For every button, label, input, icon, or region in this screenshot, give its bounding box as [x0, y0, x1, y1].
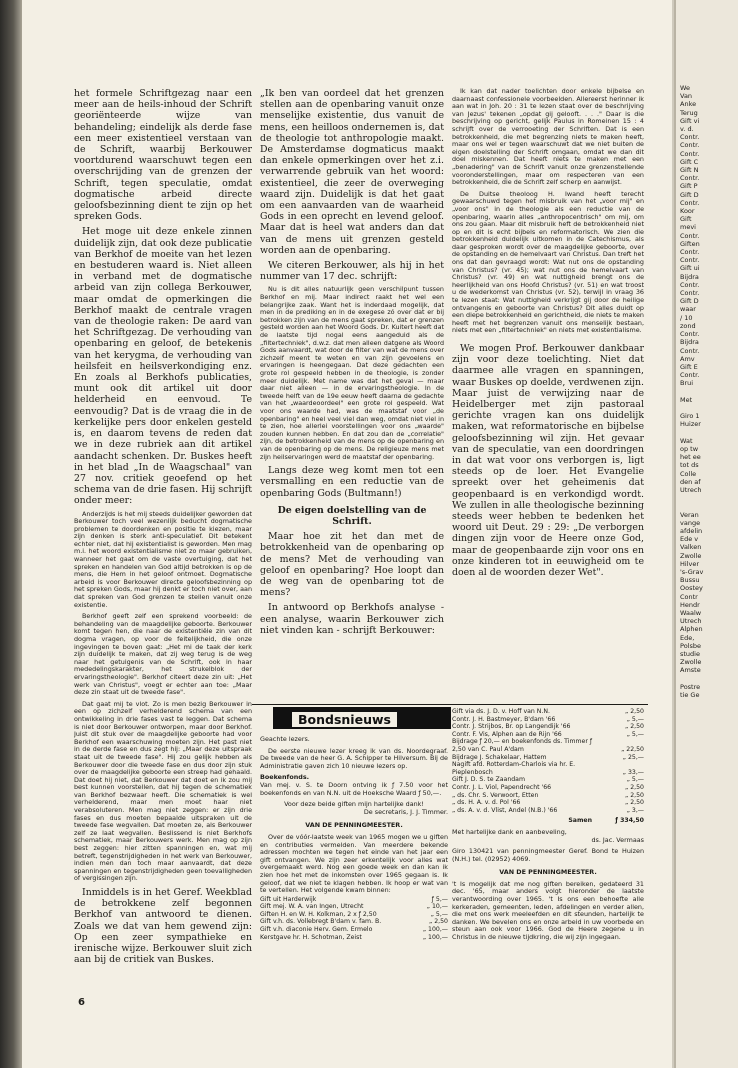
gift-name: Contr. J. Strijbos, Br. op Langendijk '66: [452, 723, 571, 731]
col2-after: [260, 465, 444, 636]
paragraph: Inmiddels is in het Geref. Weekblad de betrokkene zelf begonnen Berkhof van antwoord te dienen. Zoals we dat van hem gewend zijn: Op een zeer sympathieke en irenische wijze. Berkouwer sluit zich aan bij de critiek van Buskes.: [74, 887, 252, 966]
gift-name: Contr. F. Vis, Alphen aan de Rijn '66: [452, 730, 562, 738]
adjacent-line: Colle: [680, 469, 697, 478]
adjacent-line: [680, 429, 738, 437]
adjacent-line: 's-Grav: [680, 567, 704, 576]
adjacent-line: Contr.: [680, 174, 700, 183]
adjacent-line: waar: [680, 305, 696, 314]
gift-amount: „ 100,—: [422, 926, 448, 934]
adjacent-line: [680, 675, 738, 683]
adjacent-line: Oostey: [680, 584, 703, 593]
bondsnieuws-column: [260, 736, 448, 998]
adjacent-line: Bijdra: [680, 272, 699, 281]
penning-heading: VAN DE PENNINGMEESTER.: [499, 868, 597, 877]
gift-amount: „ 5,—: [626, 715, 644, 723]
gift-amount: „ 5,—: [626, 776, 644, 784]
gift-name: Contr. J. H. Bastmeyer, B'dam '66: [452, 715, 556, 723]
gift-row: [260, 911, 448, 919]
adjacent-line: Huizer: [680, 420, 701, 429]
adjacent-line: We: [680, 84, 691, 92]
gift-name: Contr. J. L. Viol, Papendrecht '66: [452, 783, 552, 791]
bondsnieuws-text: [260, 736, 448, 895]
paragraph: „Ik ben van oordeel dat het grenzen stellen aan de openbaring vanuit onze menselijke existentie, dus vanuit de mens, een heilloos ondernemen is, dat de theologie tot anthropologie maakt. De Amsterdamse dogmaticus maakt dan enkele opmerkingen over het z.i. verwarrende gebruik van het woord: existentieel, die zeer de overweging waard zijn. Duidelijk is dat het gaat om een aanvaarden van de waarheid Gods in een oprecht en levend geloof. Maar dat is heel wat anders dan dat van de mens uit grenzen gesteld worden aan de openbaring.: [260, 88, 444, 256]
gift-list: [260, 896, 448, 942]
paragraph: Langs deze weg komt men tot een versmalling en een reductie van de openbaring Gods (Bultmann!): [260, 465, 444, 499]
gift-row: [452, 761, 644, 776]
gift-row: [260, 903, 448, 911]
adjacent-line: Giro 1: [680, 412, 700, 421]
adjacent-line: Contr.: [680, 256, 700, 265]
adjacent-line: Hilver: [680, 559, 700, 568]
col1-quote: [74, 511, 252, 884]
gift-amount: „ 2,50: [625, 723, 644, 731]
gift-name: Nagift afd. Rotterdam-Charlois via hr. E. Pieplenbosch: [452, 761, 576, 776]
adjacent-line: Gift P: [680, 182, 698, 191]
adjacent-line: mevi: [680, 223, 696, 232]
adjacent-line: Gift E: [680, 362, 698, 371]
adjacent-line: Koor: [680, 207, 695, 216]
adjacent-line: Gift D: [680, 297, 699, 306]
gift-row: [452, 723, 644, 731]
giro-info: Giro 130421 van penningmeester Geref. Bond te Huizen (N.H.) tel. (02952) 4069.: [452, 847, 644, 863]
adjacent-page-text: [680, 84, 738, 699]
gift-amount: „ 2,50: [625, 708, 644, 715]
penning-text: Over de vóór-laatste week van 1965 mogen we u giften en contributies vermelden. Van meerdere bekende adressen mochten we tegen het einde van het jaar een gift ontvangen. We zijn zeer erkentelijk voor alles wat overgemaakt werd. Nog een goede week en dan kan ik zien hoe het met de inkomsten over 1965 gegaan is. Ik geloof, dat we niet te klagen hebben. Ik hoop er wat van te vertellen. Het volgende kwam binnen:: [260, 832, 448, 895]
thanks: Met hartelijke dank en aanbeveling,: [452, 827, 567, 836]
gift-amount: „ 25,—: [622, 753, 644, 761]
gift-amount: „ 22,50: [621, 745, 644, 753]
adjacent-line: Polsbe: [680, 641, 701, 650]
adjacent-line: [680, 502, 738, 510]
adjacent-line: Contr.: [680, 330, 700, 339]
adjacent-line: [680, 404, 738, 412]
gift-row: [452, 784, 644, 792]
column-2: [260, 88, 444, 698]
adjacent-line: Valken: [680, 543, 702, 552]
gift-name: Bijdrage J. Schakelaar, Hattem: [452, 753, 547, 761]
bondsnieuws-column-right: [452, 708, 644, 998]
gift-amount: „ 2,50: [625, 783, 644, 791]
quote-paragraph: Anderzijds is het mij steeds duidelijker geworden dat Berkouwer toch veel wezenlijk beducht dogmatische problemen te doordenken en positie te kiezen, maar zijn denken is sterk anti-speculatief. Dit betekent echter niet, dat hij existentialist is geworden. Men mag m.i. het woord existentialisme niet zo maar gebruiken, wanneer het gaat om de vaste overtuiging, dat het spreken en handelen van God altijd betrokken is op de mens, die Hem in het geloof ontmoet. Dogmatische arbeid is voor Berkouwer directe geloofsbezinning op het spreken Gods, maar hij denkt er toch niet over, aan dat spreken van God grenzen te stellen vanuit onze existentie.: [74, 509, 252, 609]
gift-amount: „ 5,—: [430, 910, 448, 918]
adjacent-line: Gift N: [680, 166, 699, 175]
gift-row: [260, 934, 448, 942]
col3-quote: [452, 88, 644, 335]
gift-name: Gift J. D. S. te Zaandam: [452, 776, 525, 784]
adjacent-line: Wat: [680, 436, 693, 445]
bondsnieuws-closing: [452, 829, 644, 942]
gift-row: [452, 708, 644, 716]
adjacent-line: Contr.: [680, 280, 700, 289]
adjacent-line: Contr.: [680, 371, 700, 380]
adjacent-line: Gift vi: [680, 116, 700, 125]
gift-name: Gift uit Harderwijk: [260, 895, 317, 903]
gift-row: [452, 731, 644, 739]
gift-row: [452, 716, 644, 724]
paragraph: We citeren Berkouwer, als hij in het nummer van 17 dec. schrijft:: [260, 260, 444, 283]
adjacent-line: tot ds: [680, 461, 699, 470]
adjacent-line: Hendr: [680, 600, 700, 609]
adjacent-line: Contr.: [680, 198, 700, 207]
paragraph: In antwoord op Berkhofs analyse - een analyse, waarin Berkouwer zich niet vinden kan - schrijft Berkouwer:: [260, 602, 444, 636]
gift-row: [260, 926, 448, 934]
adjacent-line: Contr.: [680, 231, 700, 240]
gift-row: [452, 799, 644, 807]
gift-name: Giften H. en W. H. Kolkman, 2 x ƒ 2,50: [260, 910, 377, 918]
col3-body: [452, 343, 644, 578]
adjacent-line: studie: [680, 650, 700, 659]
adjacent-line: Gift: [680, 215, 692, 224]
adjacent-line: Gift C: [680, 157, 699, 166]
gift-name: Gift mej. W. A. van Ingen, Utrecht: [260, 903, 364, 911]
adjacent-line: Ede v: [680, 535, 699, 544]
gift-amount: „ 2,50: [625, 799, 644, 807]
signature: ds. Jac. Vermaas: [591, 835, 644, 844]
paragraph: We mogen Prof. Berkouwer dankbaar zijn voor deze toelichting. Niet dat daarmee alle vragen en spanningen, waar Buskes op doelde, verdwenen zijn. Maar juist de verwijzing naar de Heidelberger met zijn pastoraal gerichte vragen kan ons duidelijk maken, wat reformatorische en bijbelse geloofsbezinning wil zijn. Het gevaar van de speculatie, van een doordringen in dat wat voor ons verborgen is, ligt steeds op de loer. Het Evangelie spreekt over het geheimenis dat geopenbaard is en verkondigd wordt. We zullen in alle theologische bezinning steeds weer hebben te bedenken het woord uit Deut. 29 : 29: „De verborgen dingen zijn voor de Heere onze God, maar de geopenbaarde zijn voor ons en onze kinderen tot in eeuwigheid om te doen al de woorden dezer Wet".: [452, 343, 644, 579]
total-amount: ƒ 334,50: [615, 817, 644, 825]
gift-amount: „ 5,—: [626, 730, 644, 738]
boekenfonds-text: Van mej. v. S. te Doorn ontving ik ƒ 7.50 voor het boekenfonds en van N.N. uit de Hoeksche Waard ƒ 50,—.: [260, 780, 448, 797]
paragraph: Maar hoe zit het dan met de betrokkenheid van de openbaring op de mens? Met de verhouding van geloof en openbaring? Hoe loopt dan de weg van de openbaring tot de mens?: [260, 531, 444, 599]
quote-paragraph: Dat gaat mij te vlot. Zo is men bezig Berkouwer in een op zichzelf verhelderend schema van een ontwikkeling in drie fases vast te leggen. Dat schema is niet door Berkouwer ontworpen, maar door Berkhof. Juist dit stuk over de maagdelijke geboorte had voor Berkhof een waarschuwing moeten zijn. Het past niet in de derde fase en dus zegt hij: „Maar deze uitspraak staat uit de tweede fase". Hij zou gelijk hebben als Berkouwer door die tweede fase en dus door zijn stuk over de maagdelijke geboorte een streep had gehaald. Dat doet hij niet, dat Berkouwer dat doet en ik zou mij best kunnen voorstellen, dat hij tegen de schematiek van Berkhof bezwaar heeft. Die schematiek is wel verhelderend, maar men moet haar niet verabsoluteren. Men mag niet zeggen: er zijn drie fases en dus moeten bepaalde uitspraken uit de tweede fase wegvallen. Dat moeten ze, als Berkouwer zelf ze laat wegvallen. Beslissend is niet Berkhofs schematiek, maar Berkouwers werk. Men mag op zijn best zeggen: hier zitten spanningen en, wat mij betreft, tegenstrijdigheden in het werk van Berkouwer, indien men dan toch maar aanvaardt, dat deze spanningen en tegenstrijdigheden geen toevalligheden of vergissingen zijn.: [74, 699, 252, 883]
quote-paragraph: De Duitse theoloog H. Iwand heeft terecht gewaarschuwd tegen het misbruik van het „voor mij" en „voor ons" in de theologie als een reductie van de openbaring, waarin alles „anthropocentrisch" om mij, om ons zou gaan. Maar dit misbruik heft de betrokkenheid niet op en dit is echt bijbels en reformatorisch. We zien die betrokkenheid duidelijk uitkomen in de Catechismus, als daar gesproken wordt over de maagdelijke geboorte, over de opstanding en de hemelvaart van Christus. Dan treft het ons dat dan gevraagd wordt: Wat nut ons de opstanding van Christus? (vr. 45); wat nut ons de hemelvaart van Christus? (vr. 49) en wat nuttigheid brengt ons de heerlijkheid van ons Hoofd Christus? (vr. 51) en wat troost u de wederkomst van Christus (vr. 52), terwijl in vraag 36 te lezen staat: Wat nuttigheid verkrijgt gij door de heilige ontvangenis en geboorte van Christus? Dit alles duidt op een diepe betrokkenheid en gerichtheid, die niets te maken heeft met het begrenzen vanuit ons menselijk bestaan, niets met een „filtertechniek" en niets met existentialisme.: [452, 189, 644, 335]
adjacent-line: / 10: [680, 313, 693, 322]
adjacent-line: Amste: [680, 666, 701, 675]
adjacent-line: Anke: [680, 100, 697, 109]
adjacent-page: [674, 0, 738, 1068]
adjacent-line: Zwolle: [680, 551, 702, 560]
penning-text: 't Is mogelijk dat me nog giften bereiken, gedateerd 31 dec. '65, maar anders volgt hieronder de laatste verantwoording over 1965. 't Is ons een behoefte alle kerkeraden, gemeenten, leden, afdelingen en verder allen, die met ons werk meeleefden en dit steunden, hartelijk te danken. We bevelen ons en onze arbeid in uw voorbede en steun aan ook voor 1966. God de Heere zegene u in Christus in de nieuwe tijdkring, die wij zijn ingegaan.: [452, 879, 644, 942]
adjacent-line: Giften: [680, 239, 700, 248]
gift-name: Gift v.h. ds. Vollebregt B'dam v. fam. B.: [260, 918, 382, 926]
adjacent-line: Contr.: [680, 133, 700, 142]
adjacent-line: Ede,: [680, 633, 695, 642]
adjacent-line: Gift ui: [680, 264, 700, 273]
adjacent-line: vange: [680, 518, 701, 527]
gift-row: [452, 807, 644, 815]
gift-row: [452, 792, 644, 800]
adjacent-line: Alphen: [680, 625, 703, 634]
gift-name: Kerstgave hr. H. Schotman, Zeist: [260, 933, 362, 941]
col2-quote: [260, 286, 444, 461]
subheading: Boekenfonds.: [260, 773, 310, 782]
gift-amount: „ 33,—: [622, 768, 644, 776]
gift-amount: „ 3,—: [626, 806, 644, 814]
bondsnieuws-title: Bondsnieuws: [292, 712, 397, 727]
thanks: Voor deze beide giften mijn hartelijke dank!: [284, 800, 424, 809]
gift-name: Gift v.h. diaconie Herv. Gem. Ermelo: [260, 926, 373, 934]
adjacent-line: Utrech: [680, 485, 702, 494]
adjacent-line: Contr.: [680, 149, 700, 158]
adjacent-line: afdelin: [680, 526, 703, 535]
col2-body: [260, 88, 444, 282]
adjacent-line: Contr: [680, 592, 698, 601]
adjacent-line: Gift D: [680, 190, 699, 199]
adjacent-line: Terug: [680, 108, 698, 117]
adjacent-line: Contr.: [680, 248, 700, 257]
adjacent-line: Bijdra: [680, 338, 699, 347]
adjacent-line: zond: [680, 321, 696, 330]
adjacent-line: Bussu: [680, 576, 700, 585]
gift-row: [452, 738, 644, 753]
gift-row: [452, 754, 644, 762]
section-heading: De eigen doelstelling van de Schrift.: [277, 504, 427, 527]
adjacent-line: Contr.: [680, 346, 700, 355]
paragraph: het formele Schriftgezag naar een meer aan de heils-inhoud der Schrift georiënteerde wijze van behandeling; eindelijk als derde fase een meer existentieel verstaan van de Schrift, waarbij Berkouwer voortdurend waarschuwt tegen een overschrijding van de grenzen der Schrift, tegen speculatie, omdat dogmatische arbeid directe geloofsbezinning dient te zijn op het spreken Gods.: [74, 88, 252, 223]
quote-paragraph: Nu is dit alles natuurlijk geen verschilpunt tussen Berkhof en mij. Maar indirect raakt het wel een belangrijke zaak. Want het is inderdaad mogelijk, dat men in de prediking en in de exegese zó over dat er bij betrokken zijn van de mens gaat spreken, dat er grenzen gesteld worden aan het Woord Gods. Dr. Kuitert heeft dat de laatste tijd nogal eens aangeduid als de „filtertechniek", d.w.z. dat men alleen datgene als Woord Gods aanvaardt, wat door de filter van wat de mens over zichzelf meent te weten en van zijn gevoelens en ervaringen is heengegaan. Dat deze gedachten een grote rol gespeeld hebben in de theologie, is zonder meer duidelijk. Met name was dat het geval — maar daar niet alleen — in de ervaringstheologie. In de tweede helft van de 19e eeuw heeft daarna de gedachte van het „waardeoordeel" een grote rol gespeeld. Wat voor ons waarde had, was de maatstaf voor „de openbaring" en heel veel viel dan weg, omdat niet viel in te zien, hoe allerlei voorstellingen voor ons „waarde" zouden kunnen hebben. En dat zou dan de „correlatie" zijn, de betrokkenheid van de mens op de openbaring en van de openbaring op de mens. De religieuze mens met zijn heilservaringen werd de maatstaf der openbaring.: [260, 285, 444, 461]
adjacent-line: op tw: [680, 444, 699, 453]
adjacent-line: [680, 494, 738, 502]
adjacent-line: Postre: [680, 682, 701, 691]
adjacent-line: Zwolle: [680, 658, 702, 667]
total-label: Samen: [568, 817, 592, 825]
gift-name: „ ds. A. v. d. Vlist, Andel (N.B.) '66: [452, 806, 558, 814]
intro: De eerste nieuwe lezer kreeg ik van ds. Noordegraaf. De tweede van de heer G. A. Schipper te Hilversum. Bij de Administratie gaven zich 10 nieuwe lezers op.: [260, 746, 448, 770]
column-3: [452, 88, 644, 703]
gift-amount: „ 2,50: [625, 791, 644, 799]
adjacent-line: den af: [680, 477, 701, 486]
penning-heading: VAN DE PENNINGMEESTER.: [305, 821, 403, 830]
gift-name: Gift via ds. J. D. v. Hoff van N.N.: [452, 708, 550, 715]
adjacent-line: tie Ge: [680, 691, 700, 700]
col1-end: [74, 887, 252, 965]
gift-amount: „ 2,50: [429, 918, 448, 926]
gift-amount: „ 10,—: [426, 903, 448, 911]
page-number: 6: [78, 997, 85, 1008]
section-rule: [252, 704, 648, 705]
signature: De secretaris, J. J. Timmer.: [363, 807, 448, 816]
adjacent-line: Veran: [680, 510, 699, 519]
greeting: Geachte lezers.: [260, 736, 310, 743]
adjacent-line: Met: [680, 395, 693, 404]
quote-paragraph: Berkhof geeft zelf een sprekend voorbeeld: de behandeling van de maagdelijke geboorte. Berkouwer komt tegen hen, die naar de existentiële zin van dit dogma vragen, op voor de feitelijkheid, die onze ingevingen te boven gaat: „Het mi de taak der kerk zijn duidelijk te maken, dat zij weg terug is de weg naar het getuigenis van de Schrift, ook in haar mededelingskarakter, het strukelblok der ervaringstheologie". Berkhof citeert deze zin uit: „Het werk van Christus", voegt er echter aan toe: „Maar deze zin staat uit de tweede fase".: [74, 612, 252, 697]
adjacent-line: Utrech: [680, 617, 702, 626]
gift-name: „ ds. H. A. v. d. Pol '66: [452, 799, 521, 807]
binding-shadow: [0, 0, 22, 1068]
column-1: [74, 88, 252, 993]
quote-paragraph: Ik kan dat nader toelichten door enkele bijbelse en daarnaast confessionele voorbeelden. Allereerst herinner ik aan wat in Joh. 20 : 31 te lezen staat over de beschrijving van Jezus' tekenen „opdat gij gelooft. . . ." Daar is die beschrijving op gericht, gelijk Paulus in Romeinen 15 : 4 schrijft over de verrooeting der Schriften. Dat is een betrokkenheid, die met begrenzing niets te maken heeft, maar ons wel er tegen waarschuwt dat we niet buiten de eigen doelstelling der Schrift omgaan, omdat we dan dit doel miskennen. Dat heeft niets te maken met een „benadering" van de Schrift vanuit onze grenzenstellende vooronderstellingen, maar om respecteren van een betrokkenheid, die de Schrift zelf scherp en aanwijst.: [452, 88, 644, 187]
gift-row: [260, 918, 448, 926]
adjacent-line: Brui: [680, 379, 694, 388]
adjacent-line: Waalw: [680, 609, 702, 617]
adjacent-line: Amv: [680, 354, 695, 363]
adjacent-line: het ee: [680, 453, 701, 462]
magazine-page: [22, 0, 672, 1068]
gift-amount: „ 100,—: [422, 933, 448, 941]
gift-list-continued: [452, 708, 644, 825]
gift-amount: ƒ 5,—: [431, 895, 448, 903]
adjacent-line: Contr.: [680, 289, 700, 298]
adjacent-line: [680, 388, 738, 396]
adjacent-line: Contr.: [680, 141, 700, 150]
paragraph: Het moge uit deze enkele zinnen duidelijk zijn, dat ook deze publicatie van Berkhof de moeite van het lezen en bestuderen waard is. Niet alleen in verband met de dogmatische arbeid van zijn collega Berkouwer, maar omdat de opmerkingen die Berkhof maakt de centrale vragen van de theologie raken: De aard van het Schriftgezag. De verhouding van openbaring en geloof, de betekenis van het kerygma, de verhouding van heilsfeit en heilsverkondiging enz. En zoals al Berkhofs publicaties, munt ook dit artikel uit door helderheid en eenvoud. Te eenvoudig? Dat is de vraag die in de kerkelijke pers door enkelen gesteld is, en daarom tevens de reden dat we in deze rubriek aan dit artikel aandacht schenken. Dr. Buskes heeft in het blad „In de Waagschaal" van 27 nov. critiek geoefend op het schema van de drie fasen. Hij schrijft onder meer:: [74, 226, 252, 507]
gift-row: [260, 896, 448, 904]
gift-row: [452, 776, 644, 784]
gift-total-row: [452, 817, 644, 825]
gift-name: „ ds. Chr. S. Verwoort, Etten: [452, 791, 539, 799]
adjacent-line: v. d.: [680, 125, 694, 134]
adjacent-line: Van: [680, 92, 693, 101]
col1-body: [74, 88, 252, 507]
gift-name: Bijdrage ƒ 20,— en boekenfonds ds. Timmer ƒ 2,50 van C. Paul A'dam: [452, 738, 593, 753]
